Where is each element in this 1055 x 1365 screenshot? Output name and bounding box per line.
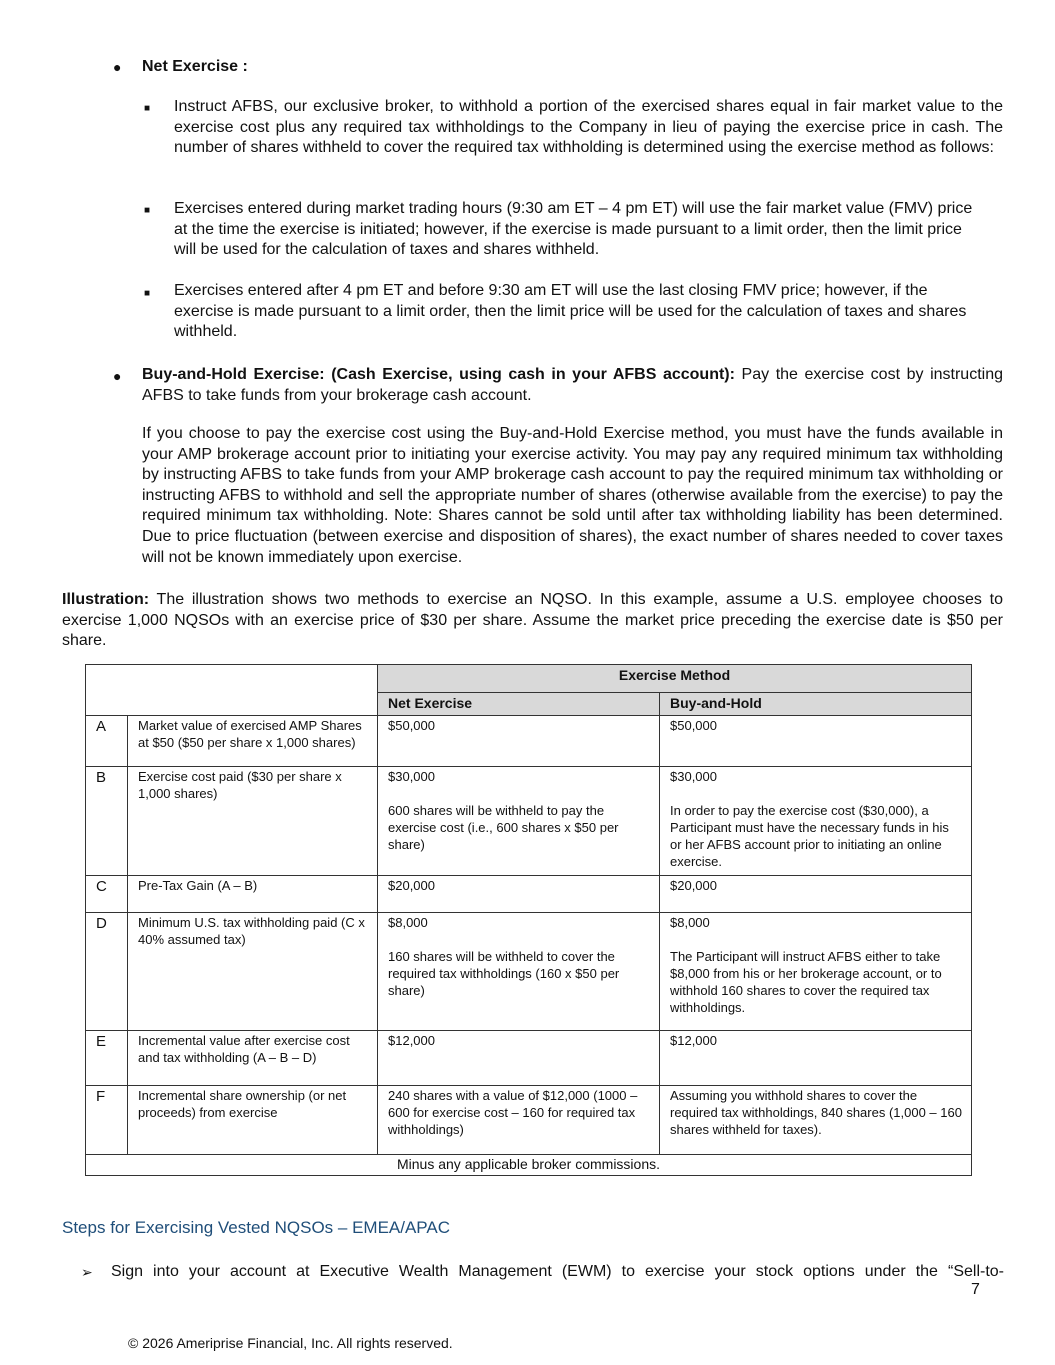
table-footer-note: Minus any applicable broker commissions. bbox=[86, 1155, 972, 1176]
steps-first-item: Sign into your account at Executive Wealth Management (EWM) to exercise your stock options under the “Sell-to- bbox=[111, 1263, 1004, 1280]
net-exercise-heading: Net Exercise : bbox=[142, 58, 248, 75]
table-row bbox=[86, 913, 972, 1031]
row-letter: A bbox=[86, 716, 128, 767]
copyright-footer: © 2026 Ameriprise Financial, Inc. All rights reserved. bbox=[128, 1335, 453, 1351]
exercise-method-header: Exercise Method bbox=[378, 665, 972, 693]
buy-and-hold-column-header: Buy-and-Hold bbox=[660, 693, 972, 716]
row-description: Market value of exercised AMP Shares at $50 ($50 per share x 1,000 shares) bbox=[128, 716, 378, 767]
table-row bbox=[86, 876, 972, 913]
row-description: Pre-Tax Gain (A – B) bbox=[128, 876, 378, 913]
table-footer-row bbox=[86, 1155, 972, 1176]
buy-and-hold-paragraph: If you choose to pay the exercise cost using the Buy-and-Hold Exercise method, you must have the funds available in your AMP brokerage account prior to initiating your exercise activity. You may pay any required minimum tax withholding by instructing AFBS to take funds from your AMP brokerage cash account to pay the required minimum tax withholding or instructing AFBS to withhold and sell the appropriate number of shares (otherwise available from the exercise) to pay the required minimum tax withholding. Note: Shares cannot be sold until after tax withholding liability has been determined. Due to price fluctuation (between exercise and disposition of shares), the exact number of shares needed to cover taxes will not be known immediately upon exercise. bbox=[142, 425, 1003, 566]
row-letter: E bbox=[86, 1031, 128, 1086]
bullet-dot: ● bbox=[113, 368, 122, 384]
row-letter: F bbox=[86, 1086, 128, 1155]
buy-and-hold-cell: $8,000 The Participant will instruct AFBS either to take $8,000 from his or her brokerage account, or to withhold 160 shares to cover the required tax withholdings. bbox=[660, 913, 972, 1031]
net-exercise-cell: $20,000 bbox=[378, 876, 660, 913]
steps-section-title: Steps for Exercising Vested NQSOs – EMEA/APAC bbox=[62, 1218, 451, 1237]
net-exercise-cell: $50,000 bbox=[378, 716, 660, 767]
net-exercise-cell: 240 shares with a value of $12,000 (1000 – 600 for exercise cost – 160 for required tax withholdings) bbox=[378, 1086, 660, 1155]
buy-and-hold-cell: $20,000 bbox=[660, 876, 972, 913]
row-description: Exercise cost paid ($30 per share x 1,000 shares) bbox=[128, 767, 378, 876]
row-letter: C bbox=[86, 876, 128, 913]
net-exercise-cell: $12,000 bbox=[378, 1031, 660, 1086]
illustration-label: Illustration: bbox=[62, 591, 150, 608]
buy-and-hold-intro: Buy-and-Hold Exercise: (Cash Exercise, using cash in your AFBS account): Pay the exercise cost by instructing AFBS to take funds from your brokerage cash account. bbox=[142, 366, 1003, 404]
buy-and-hold-cell: $30,000 In order to pay the exercise cost ($30,000), a Participant must have the necessary funds in his or her AFBS account prior to initiating an online exercise. bbox=[660, 767, 972, 876]
table-row bbox=[86, 1086, 972, 1155]
row-description: Incremental value after exercise cost and tax withholding (A – B – D) bbox=[128, 1031, 378, 1086]
exercise-method-table bbox=[85, 664, 972, 1176]
table-header-group bbox=[86, 665, 972, 693]
table-row bbox=[86, 716, 972, 767]
square-bullet: ■ bbox=[144, 103, 151, 114]
row-letter: B bbox=[86, 767, 128, 876]
row-description: Incremental share ownership (or net proceeds) from exercise bbox=[128, 1086, 378, 1155]
table-row bbox=[86, 767, 972, 876]
table-corner-cell bbox=[86, 665, 378, 716]
net-exercise-cell: $30,000 600 shares will be withheld to pay the exercise cost (i.e., 600 shares x $50 per share) bbox=[378, 767, 660, 876]
page-number: 7 bbox=[971, 1281, 980, 1298]
square-bullet: ■ bbox=[144, 205, 151, 216]
net-exercise-column-header: Net Exercise bbox=[378, 693, 660, 716]
net-exercise-item-2: Exercises entered during market trading hours (9:30 am ET – 4 pm ET) will use the fair market value (FMV) price at the time the exercise is initiated; however, if the exercise is made pursuant to a limit order, then the limit price will be used for the calculation of taxes and shares withheld. bbox=[174, 200, 973, 259]
net-exercise-cell: $8,000 160 shares will be withheld to cover the required tax withholdings (160 x $50 per share) bbox=[378, 913, 660, 1031]
arrow-bullet-icon: ➢ bbox=[81, 1264, 93, 1280]
illustration-paragraph: Illustration: The illustration shows two methods to exercise an NQSO. In this example, assume a U.S. employee chooses to exercise 1,000 NQSOs with an exercise price of $30 per share. Assume the market price preceding the exercise date is $50 per share. bbox=[62, 591, 1003, 650]
bullet-dot: ● bbox=[113, 59, 122, 75]
table-row bbox=[86, 1031, 972, 1086]
square-bullet: ■ bbox=[144, 288, 151, 299]
buy-and-hold-heading: Buy-and-Hold Exercise: (Cash Exercise, using cash in your AFBS account): bbox=[142, 366, 735, 383]
net-exercise-item-1: Instruct AFBS, our exclusive broker, to withhold a portion of the exercised shares equal in fair market value to the exercise cost plus any required tax withholdings to the Company in lieu of paying the exercise price in cash. The number of shares withheld to cover the required tax withholding is determined using the exercise method as follows: bbox=[174, 98, 1003, 157]
buy-and-hold-cell: $50,000 bbox=[660, 716, 972, 767]
row-description: Minimum U.S. tax withholding paid (C x 40% assumed tax) bbox=[128, 913, 378, 1031]
net-exercise-item-3: Exercises entered after 4 pm ET and before 9:30 am ET will use the last closing FMV price; however, if the exercise is made pursuant to a limit order, then the limit price will be used for the calculation of taxes and shares withheld. bbox=[174, 282, 967, 341]
buy-and-hold-cell: $12,000 bbox=[660, 1031, 972, 1086]
buy-and-hold-cell: Assuming you withhold shares to cover the required tax withholdings, 840 shares (1,000 – 160 shares withheld for taxes). bbox=[660, 1086, 972, 1155]
row-letter: D bbox=[86, 913, 128, 1031]
